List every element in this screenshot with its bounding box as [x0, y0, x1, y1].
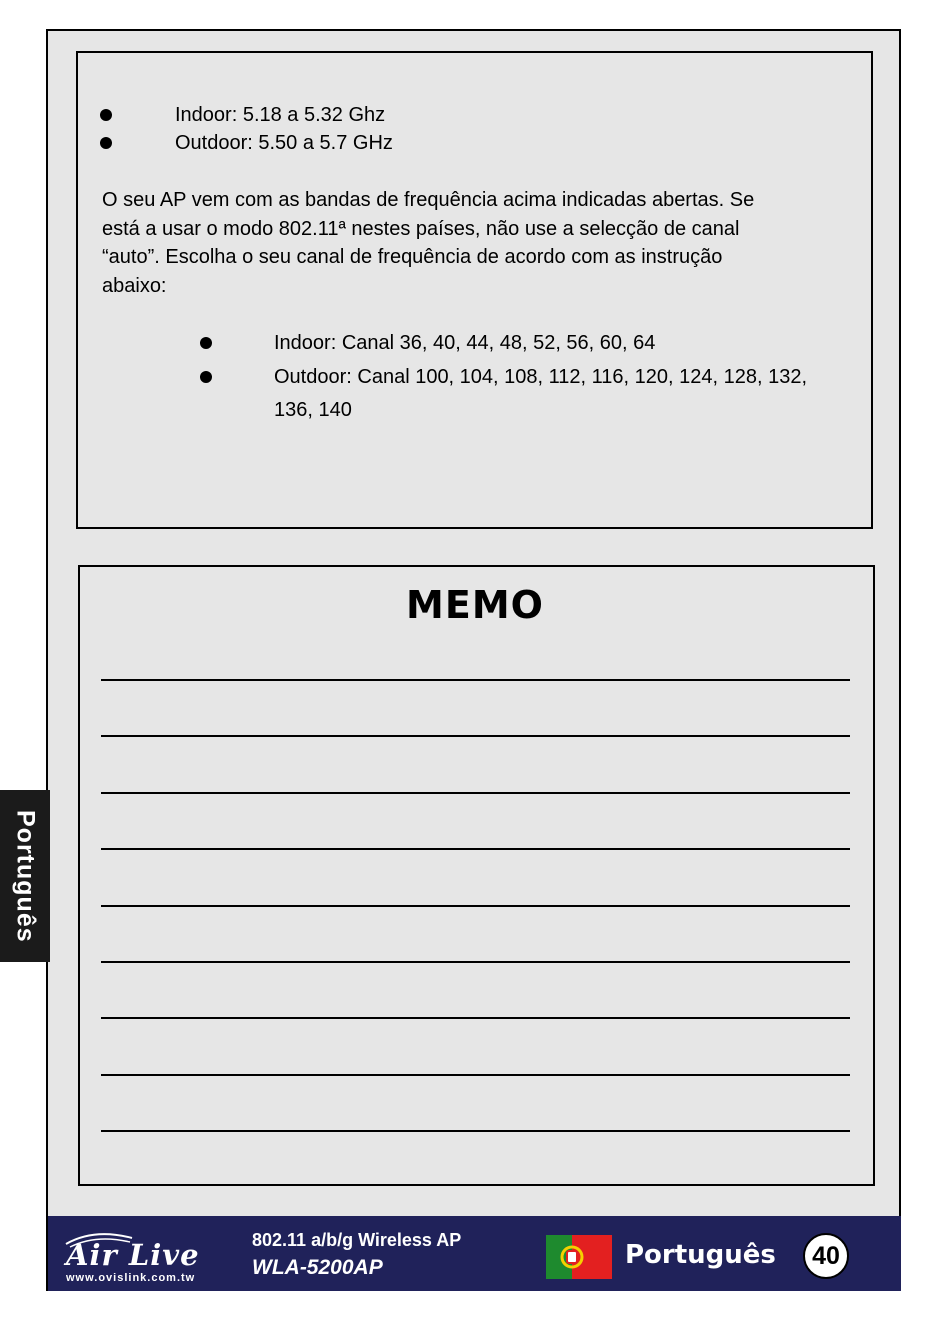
footer-language: Português — [625, 1240, 776, 1270]
product-model: WLA-5200AP — [252, 1256, 383, 1279]
memo-line — [101, 1017, 850, 1019]
memo-line — [101, 679, 850, 681]
portugal-flag-icon — [546, 1235, 612, 1279]
memo-title: MEMO — [406, 583, 544, 627]
memo-line — [101, 735, 850, 737]
memo-line — [101, 792, 850, 794]
airlive-logo: Air Live www.ovislink.com.tw — [56, 1226, 216, 1286]
channel-list — [200, 327, 840, 428]
bullet-icon — [100, 109, 112, 121]
side-language-tab — [0, 790, 50, 962]
memo-line — [101, 1074, 850, 1076]
memo-line — [101, 961, 850, 963]
list-item: Outdoor: 5.50 a 5.7 GHz — [100, 129, 393, 157]
bullet-icon — [200, 337, 212, 349]
body-paragraph: O seu AP vem com as bandas de frequência acima indicadas abertas. Se está a usar o modo 802.11ª nestes países, não use a selecção de canal “auto”. Escolha o seu canal de frequência de acordo com as instrução abaixo: — [102, 189, 755, 297]
bullet-icon — [100, 137, 112, 149]
memo-box — [78, 565, 875, 1186]
bullet-icon — [200, 371, 212, 383]
memo-line — [101, 1130, 850, 1132]
product-name: 802.11 a/b/g Wireless AP — [252, 1230, 462, 1250]
list-item: Outdoor: Canal 100, 104, 108, 112, 116, 120, 124, 128, 132, 136, 140 — [200, 361, 840, 428]
side-tab-label: Português — [11, 809, 40, 943]
list-item: Indoor: Canal 36, 40, 44, 48, 52, 56, 60, 64 — [200, 327, 840, 361]
memo-line — [101, 848, 850, 850]
list-item: Indoor: 5.18 a 5.32 Ghz — [100, 101, 393, 129]
page-number: 40 — [803, 1233, 849, 1279]
footer — [48, 1216, 901, 1291]
frequency-list — [100, 101, 393, 157]
memo-line — [101, 905, 850, 907]
